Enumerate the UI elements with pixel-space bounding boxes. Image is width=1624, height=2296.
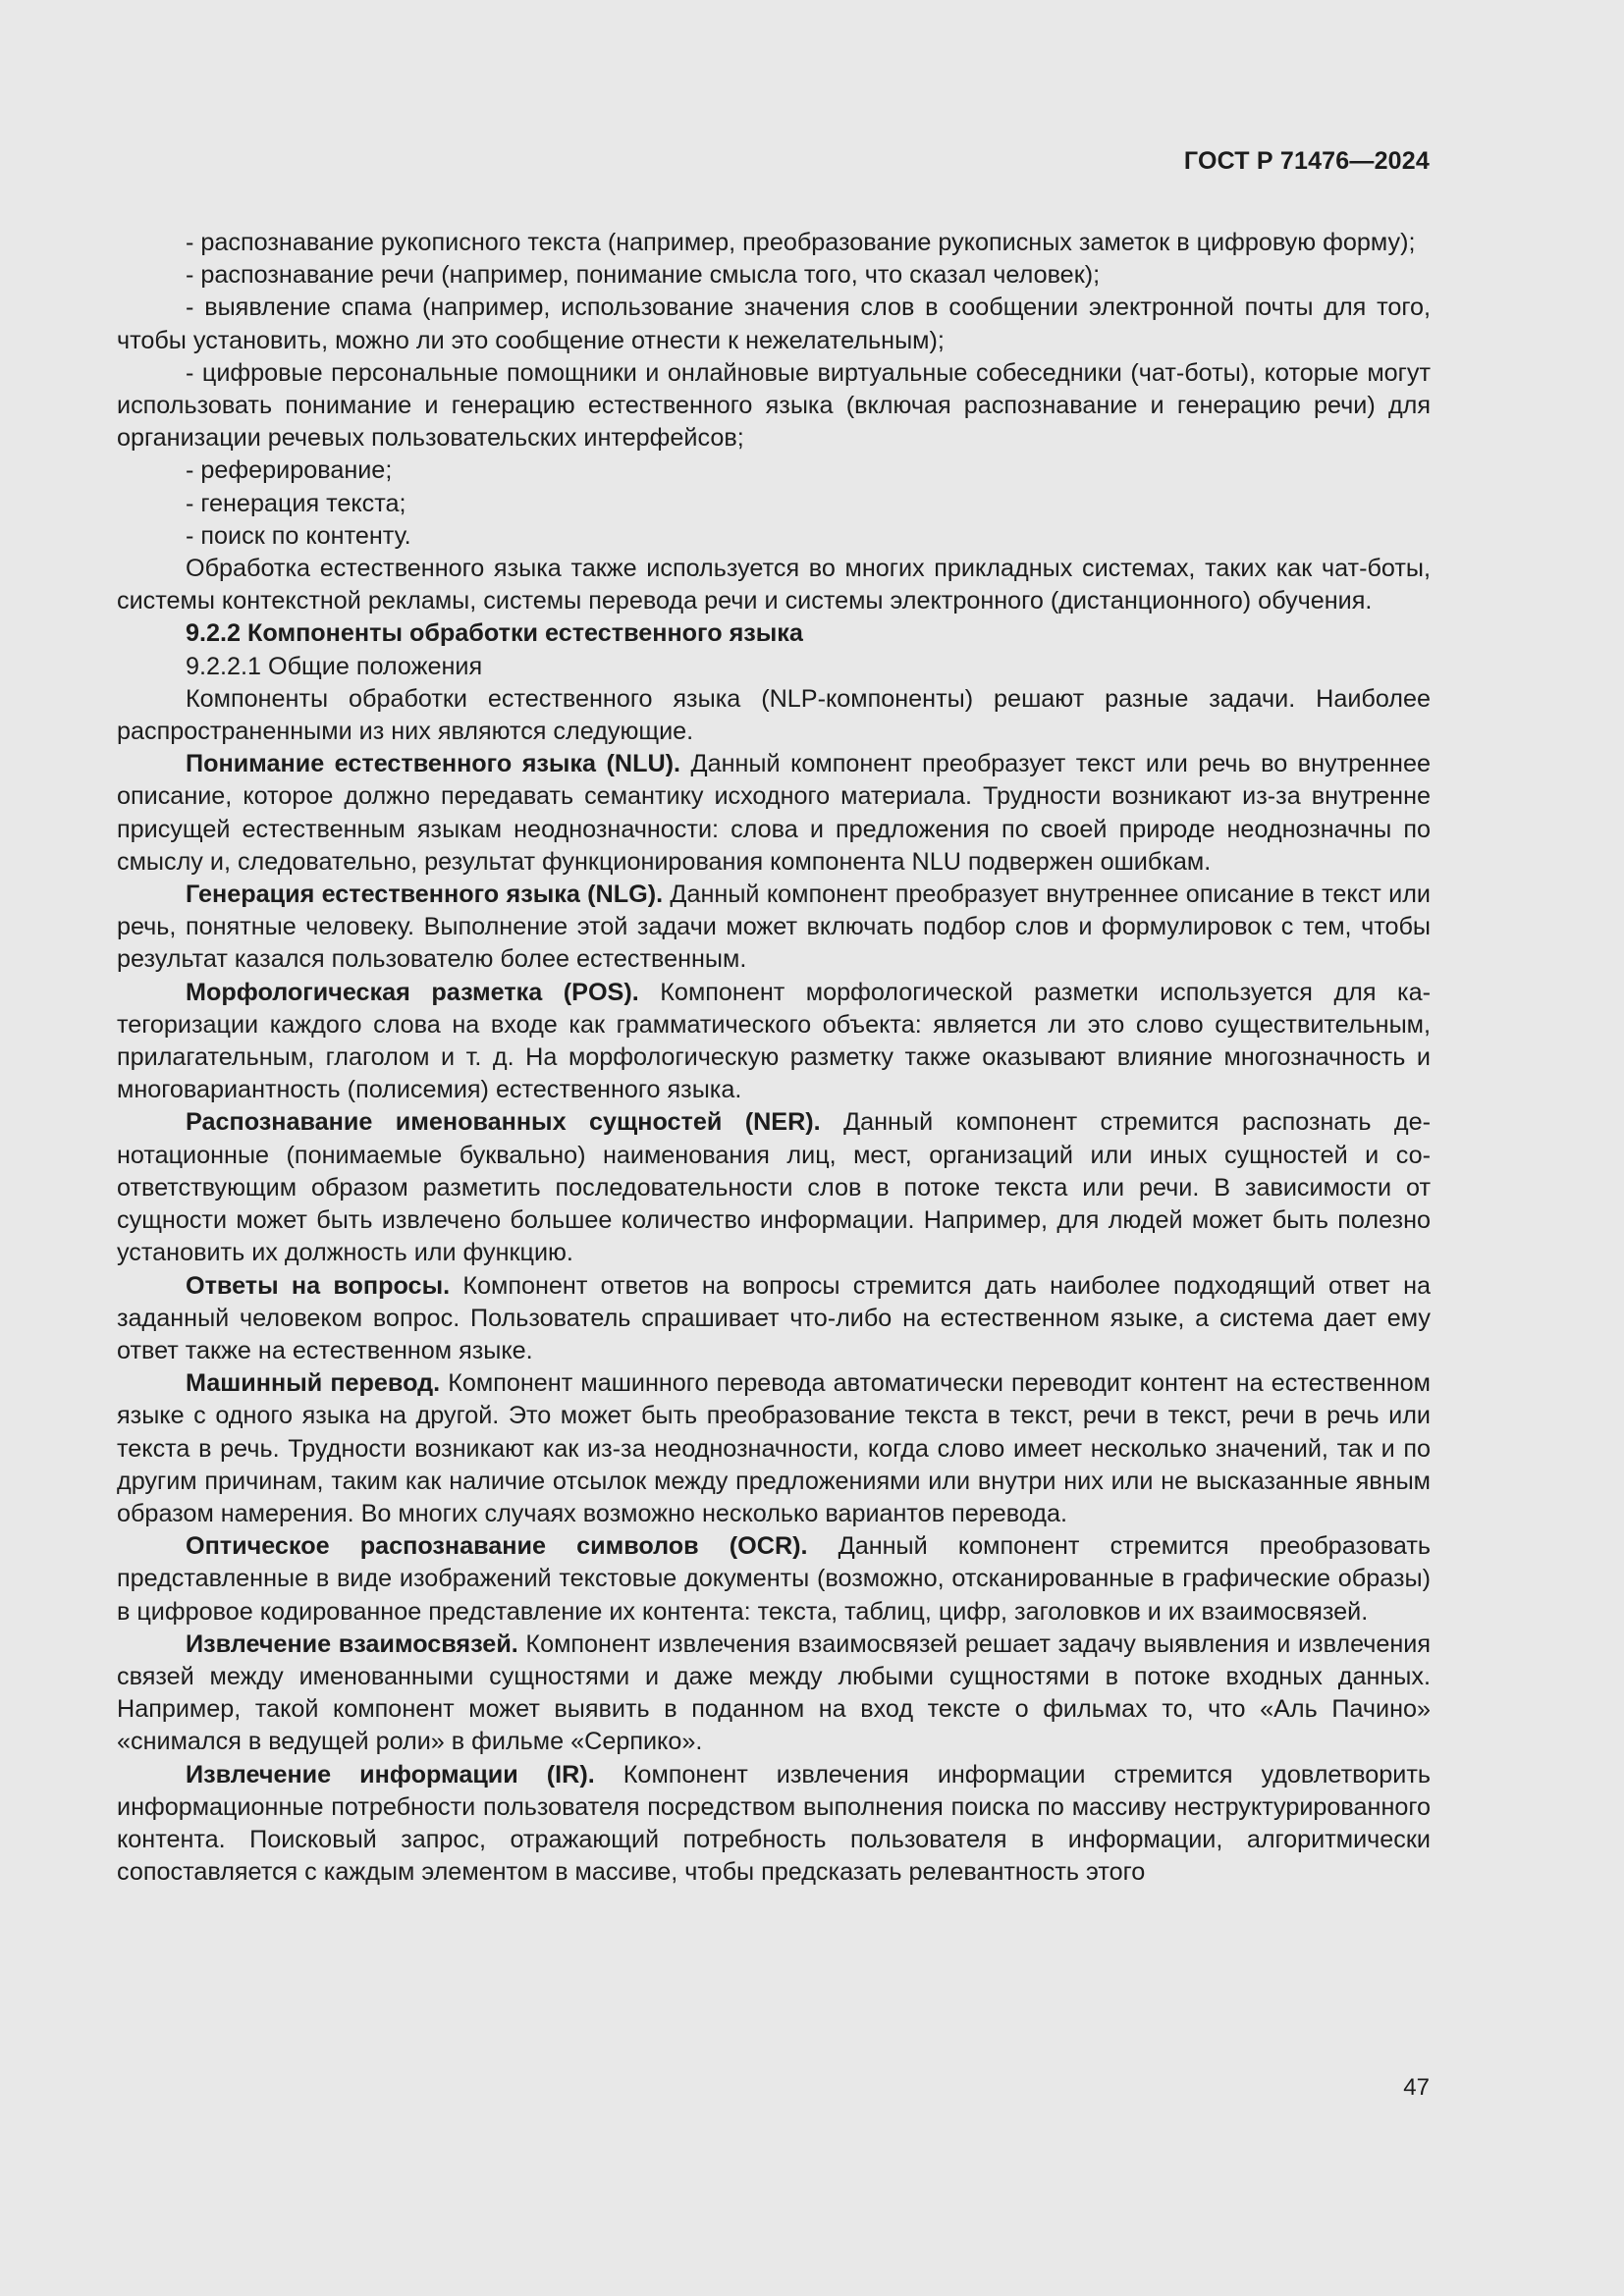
component-term: Распознавание именованных сущностей (NER). bbox=[186, 1108, 821, 1137]
component-term: Морфологическая разметка (POS). bbox=[186, 978, 639, 1006]
component-paragraph-mt bbox=[117, 1367, 1431, 1530]
component-term: Оптическое распознавание символов (OCR). bbox=[186, 1532, 808, 1561]
section-heading: 9.2.2 Компоненты обработки естественного языка bbox=[186, 619, 803, 648]
component-description: Компонент морфологической разметки используется для категоризации каждого слова на входе как грамматического объекта: является ли это слово существительным, прилагательным, глаголом и т. д. На морфологическую разметку также оказывают влияние многозначность и многовариантность (полисемия) естественного языка. bbox=[117, 978, 1431, 1104]
component-description: Данный компонент стремится преобразовать представленные в виде изображений текстовые документы (возможно, отсканированные в графические образы) в цифровое кодированное представление их контента: текста, таблиц, цифр, заголовков и их взаимосвязей. bbox=[117, 1532, 1431, 1626]
list-item: - распознавание речи (например, понимание смысла того, что сказал человек); bbox=[186, 261, 1101, 290]
component-description: Данный компонент преобразует текст или речь во внутреннее описание, которое должно передавать семантику исходного материала. Трудности возникают из-за внутренне присущей естественным языкам неоднозначности: слова и предложения по своей природе неоднозначны по смыслу и, следовательно, результат функционирования компонента NLU подвержен ошибкам. bbox=[117, 750, 1431, 876]
component-description: Компонент извлечения информации стремится удовлетворить информационные потребности пользователя посредством выполнения поиска по массиву неструктурированного контента. Поисковый запрос, отражающий потребность пользователя в информации, алгоритмически сопоставляется с каждым элементом в массиве, чтобы предсказать релевантность этого bbox=[117, 1760, 1431, 1887]
section-subheading: 9.2.2.1 Общие положения bbox=[186, 652, 483, 680]
component-term: Ответы на вопросы. bbox=[186, 1271, 451, 1300]
list-item: - генерация текста; bbox=[186, 489, 406, 517]
component-term: Понимание естественного языка (NLU). bbox=[186, 750, 681, 778]
list-item: - реферирование; bbox=[186, 456, 393, 485]
component-paragraph-ner bbox=[117, 1106, 1431, 1269]
component-description: Компонент ответов на вопросы стремится дать наиболее подходящий ответ на заданный человеком вопрос. Пользователь спрашивает что-либо на естественном языке, а система дает ему ответ также на естественном языке. bbox=[117, 1271, 1431, 1364]
component-paragraph-pos bbox=[117, 977, 1431, 1107]
component-description: Данный компонент стремится распознать денотационные (понимаемые буквально) наименования лиц, мест, организаций или иных сущностей и соответствующим образом разметить последовательности слов в потоке текста или речи. В зависимости от сущности может быть извлечено большее количество информации. Например, для людей может быть полезно установить их должность или функцию. bbox=[117, 1108, 1431, 1267]
component-paragraph-ocr bbox=[117, 1530, 1431, 1629]
component-description: Данный компонент преобразует внутреннее описание в текст или речь, понятные человеку. Выполнение этой задачи может включать подбор слов и формулировок с тем, чтобы результат казался пользователю более естественным. bbox=[117, 881, 1431, 974]
component-term: Извлечение взаимосвязей. bbox=[186, 1629, 518, 1658]
standard-designation: ГОСТ Р 71476—2024 bbox=[1183, 147, 1430, 175]
intro-paragraph: Обработка естественного языка также используется во многих прикладных системах, таких как чат-боты, системы контекстной рекламы, системы перевода речи и системы электронного (дистанционного) обучения. bbox=[117, 555, 1431, 615]
body-text bbox=[117, 227, 1431, 1889]
list-item: - цифровые персональные помощники и онлайновые виртуальные собеседники (чат-боты), которые могут использовать понимание и генерацию естественного языка (включая распознавание и генерацию речи) для организации речевых пользовательских интерфейсов; bbox=[117, 358, 1431, 453]
list-item: - выявление спама (например, использование значения слов в сообщении электронной почты для того, чтобы установить, можно ли это сообщение отнести к нежелательным); bbox=[117, 294, 1431, 354]
component-term: Генерация естественного языка (NLG). bbox=[186, 881, 664, 909]
section-lead-paragraph: Компоненты обработки естественного языка (NLP-компоненты) решают разные задачи. Наиболее распространенными из них являются следующие. bbox=[117, 684, 1431, 746]
page-number: 47 bbox=[1403, 2074, 1430, 2101]
component-paragraph-ir bbox=[117, 1759, 1431, 1890]
component-term: Извлечение информации (IR). bbox=[186, 1760, 595, 1789]
component-paragraph-relation-extraction bbox=[117, 1629, 1431, 1759]
list-item: - поиск по контенту. bbox=[186, 521, 411, 550]
component-description: Компонент машинного перевода автоматически переводит контент на естественном языке с одного языка на другой. Это может быть преобразование текста в текст, речи в текст, речи в речь или текста в речь. Трудности возникают как из-за неоднозначности, когда слово имеет несколько значений, так и по другим причинам, таким как наличие отсылок между предложениями или внутри них или не высказанные явным образом намерения. Во многих случаях возможно несколько вариантов перевода. bbox=[117, 1369, 1431, 1527]
component-description: Компонент извлечения взаимосвязей решает задачу выявления и извлечения связей между именованными сущностями и даже между любыми сущностями в потоке входных данных. Например, такой компонент может выявить в поданном на вход тексте о фильмах то, что «Аль Пачино» «снимался в ведущей роли» в фильме «Серпико». bbox=[117, 1629, 1431, 1756]
component-paragraph-qa bbox=[117, 1270, 1431, 1368]
component-paragraph-nlg bbox=[117, 879, 1431, 977]
list-item: - распознавание рукописного текста (например, преобразование рукописных заметок в цифровую форму); bbox=[186, 229, 1416, 256]
component-term: Машинный перевод. bbox=[186, 1369, 441, 1398]
component-paragraph-nlu bbox=[117, 748, 1431, 879]
